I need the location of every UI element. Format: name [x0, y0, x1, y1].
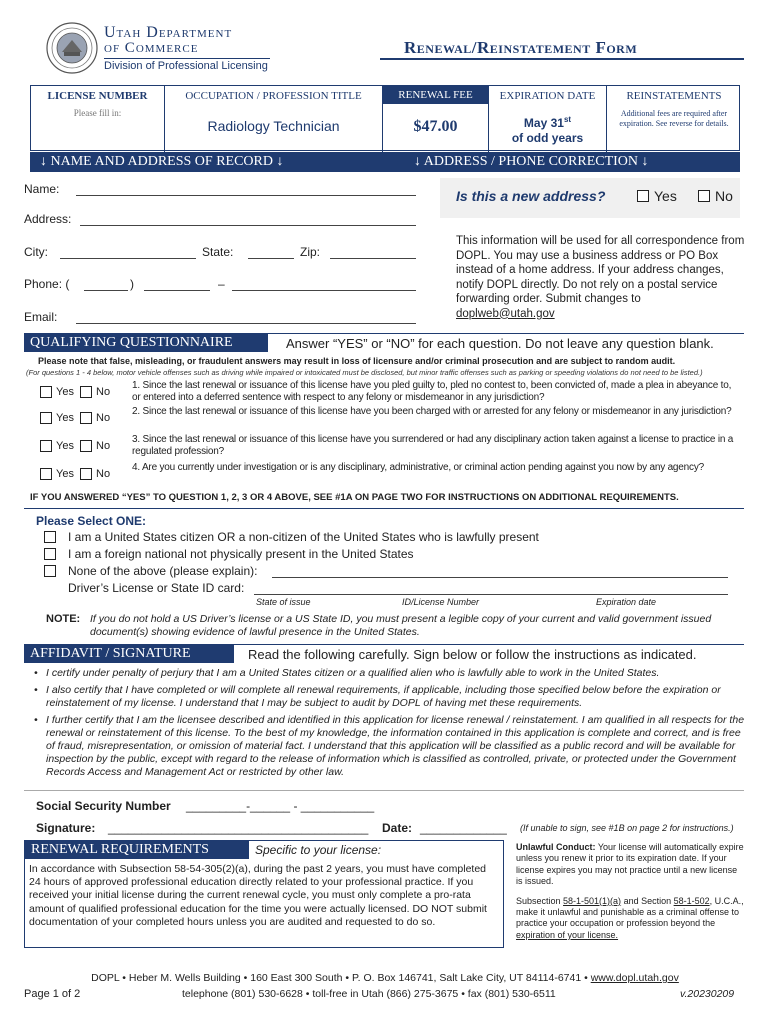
- new-address-no-label: No: [715, 188, 733, 204]
- form-version: v.20230209: [680, 988, 735, 1000]
- page-number: Page 1 of 2: [24, 988, 81, 1000]
- reinstatement-note: Additional fees are required after expiration. See reverse for details.: [619, 109, 729, 128]
- record-header-right: ↓ ADDRESS / PHONE CORRECTION ↓: [406, 152, 740, 172]
- citizen-option-3-checkbox[interactable]: [44, 565, 56, 577]
- explain-field[interactable]: [272, 564, 728, 578]
- question-yes-label: Yes: [56, 468, 74, 480]
- zip-field[interactable]: [330, 245, 416, 259]
- question-no-checkbox[interactable]: [80, 468, 92, 480]
- subsection-link-3[interactable]: expiration of your license.: [516, 929, 619, 940]
- city-label: City:: [24, 245, 48, 259]
- email-field[interactable]: [76, 310, 416, 324]
- question-yes-label: Yes: [56, 386, 74, 398]
- new-address-no-checkbox[interactable]: [698, 190, 710, 202]
- address-info-text: This information will be used for all correspondence from DOPL. You may use a business address or PO Box instead of a home address. If your address changes, notify DOPL directly. Do not rely on a postal service forwarding order. Submit changes to doplweb@utah.gov: [456, 235, 745, 320]
- dl-field[interactable]: [254, 581, 728, 595]
- dl-label: Driver’s License or State ID card:: [68, 581, 245, 595]
- unable-sign-note: (If unable to sign, see #1B on page 2 for instructions.): [520, 823, 734, 833]
- question-no-checkbox[interactable]: [80, 412, 92, 424]
- question-text: 4. Are you currently under investigation or is any disciplinary, administrative, or criminal action pending against you now by any agency?: [132, 462, 704, 473]
- question-yes-checkbox[interactable]: [40, 412, 52, 424]
- question-text: 1. Since the last renewal or issuance of this license have you pled guilty to, pled no contest to, been convicted of, made a plea in abeyance to, or entered into a deferred sentence with respect to any felony or misdemeanor in any jurisdiction?: [132, 380, 732, 403]
- citizen-option-2-checkbox[interactable]: [44, 548, 56, 560]
- phone-paren: ): [130, 277, 134, 291]
- question-row: [36, 406, 744, 432]
- affidavit-bullets: • I certify under penalty of perjury that I am a United States citizen or a qualified alien who is lawfully able to work in the United States. • I also certify that I have completed or will complete all renewal requirements, if applicable, including those specified below before the expiration or reinstatement of my license. I understand that I may be subject to audit by DOPL of having met these requirements. • I further certify that I am the licensee described and identified in this application for license renewal / reinstatement. I am qualified in all respects for the renewal or reinstatement of this license. To the best of my knowledge, the information contained in this application is complete and correct, and is free of fraud, misrepresentation, or omission of material fact. I understand that this application will be classified as a public record and will be available for inspection by the public, except with regard to the release of information which is classified as controlled, private, or protected under the Government Records Access and Management Act or restricted by other law.: [34, 667, 745, 778]
- questionnaire-warning: Please note that false, misleading, or fraudulent answers may result in loss of licensure and/or criminal prosecution and are subject to random audit.: [38, 356, 676, 366]
- requirements-subtitle: Specific to your license:: [255, 843, 382, 857]
- city-field[interactable]: [60, 245, 196, 259]
- question-text: 2. Since the last renewal or issuance of this license have you been charged with or arrested for any felony or misdemeanor in any jurisdiction?: [132, 406, 732, 417]
- phone-prefix-field[interactable]: [144, 277, 210, 291]
- footer-address: DOPL • Heber M. Wells Building • 160 East 300 South • P. O. Box 146741, Salt Lake City, UT 84114-6741 • www.dopl.utah.gov: [91, 972, 679, 984]
- citizen-option-3-label: None of the above (please explain):: [68, 564, 258, 578]
- state-label: State:: [202, 245, 234, 259]
- footer-phones: telephone (801) 530-6628 • toll-free in Utah (866) 275-3675 • fax (801) 530-6511: [182, 988, 556, 1000]
- question-text: 3. Since the last renewal or issuance of this license have you surrendered or had any disciplinary action taken against a license to practice in a regulated profession?: [132, 434, 734, 457]
- signature-field[interactable]: _______________________________________: [108, 821, 369, 835]
- new-address-question: Is this a new address?: [456, 188, 606, 204]
- renewal-fee-value: $47.00: [413, 118, 458, 135]
- col-occupation: OCCUPATION / PROFESSION TITLE: [185, 90, 362, 102]
- question-yes-label: Yes: [56, 412, 74, 424]
- question-yes-label: Yes: [56, 440, 74, 452]
- ssn-label: Social Security Number: [36, 799, 171, 813]
- phone-dash: –: [218, 277, 225, 291]
- citizenship-title: Please Select ONE:: [36, 514, 147, 528]
- questionnaire-subnote: (For questions 1 - 4 below, motor vehicle offenses such as driving while impaired or intoxicated must be disclosed, but minor traffic offenses such as parking or speeding violations do not need to be listed.): [26, 368, 703, 377]
- requirements-text: In accordance with Subsection 58-54-305(2)(a), during the past 2 years, you must have completed 24 hours of approved professional education directly related to your professional practice. If you received your initial license during the current renewal cycle, you must only complete a pro-rata amount of qualified professional education for the time you were actually licensed. DO NOT submit documentation of your completed hours unless you are audited and requested to do so.: [29, 863, 487, 928]
- license-table: [30, 85, 740, 151]
- record-header-left: ↓ NAME AND ADDRESS OF RECORD ↓: [30, 152, 406, 172]
- dl-id-caption: ID/License Number: [402, 597, 480, 607]
- name-field[interactable]: [76, 182, 416, 196]
- question-no-checkbox[interactable]: [80, 386, 92, 398]
- requirements-title: RENEWAL REQUIREMENTS: [25, 841, 249, 859]
- col-license-number: LICENSE NUMBER: [47, 90, 148, 102]
- note-label: NOTE:: [46, 613, 81, 625]
- col-reinstatements: REINSTATEMENTS: [626, 90, 722, 102]
- col-expiration: EXPIRATION DATE: [499, 90, 596, 102]
- address-field[interactable]: [80, 212, 416, 226]
- signature-label: Signature:: [36, 821, 96, 835]
- state-seal: [46, 22, 98, 74]
- new-address-yes-label: Yes: [654, 188, 677, 204]
- name-label: Name:: [24, 182, 60, 196]
- division-name: Division of Professional Licensing: [104, 60, 268, 72]
- new-address-yes-checkbox[interactable]: [637, 190, 649, 202]
- questionnaire-footer: IF YOU ANSWERED “YES” TO QUESTION 1, 2, 3 OR 4 ABOVE, SEE #1A ON PAGE TWO FOR INSTRUCTIONS ON ADDITIONAL REQUIREMENTS.: [30, 492, 679, 503]
- expiration-value: May 31st of odd years: [511, 115, 584, 145]
- subsection-link-1[interactable]: 58-1-501(1)(a): [563, 895, 622, 906]
- questionnaire-instruction: Answer “YES” or “NO” for each question. Do not leave any question blank.: [286, 336, 714, 351]
- question-yes-checkbox[interactable]: [40, 468, 52, 480]
- question-no-label: No: [96, 440, 111, 452]
- zip-label: Zip:: [300, 245, 321, 259]
- agency-line-2: of Commerce: [104, 40, 199, 56]
- citizen-option-1-checkbox[interactable]: [44, 531, 56, 543]
- dl-state-caption: State of issue: [256, 597, 311, 607]
- date-label: Date:: [382, 821, 413, 835]
- dopl-website-link[interactable]: www.dopl.utah.gov: [590, 972, 679, 984]
- phone-label: Phone: (: [24, 277, 70, 291]
- question-no-checkbox[interactable]: [80, 440, 92, 452]
- phone-number-field[interactable]: [232, 277, 416, 291]
- address-label: Address:: [24, 212, 72, 226]
- question-no-label: No: [96, 386, 111, 398]
- date-field[interactable]: _____________: [420, 821, 507, 835]
- affidavit-title: AFFIDAVIT / SIGNATURE: [24, 645, 234, 663]
- question-row: [36, 380, 744, 406]
- question-yes-checkbox[interactable]: [40, 440, 52, 452]
- form-title: Renewal/Reinstatement Form: [404, 38, 638, 57]
- agency-line-1: Utah Department: [104, 24, 233, 41]
- dopl-email-link[interactable]: doplweb@utah.gov: [456, 307, 555, 320]
- phone-area-field[interactable]: [84, 277, 128, 291]
- question-row: [36, 462, 744, 488]
- question-no-label: No: [96, 468, 111, 480]
- license-number-field[interactable]: Please fill in:: [73, 108, 122, 118]
- unlawful-conduct: Unlawful Conduct: Your license will automatically expire unless you renew it prior to its expiration date. If your license expires you may not practice until a new license is issued. Subsection 58-1-501(1)(a) and Section 58-1-502, U.C.A., make it unlawful and punishable as a criminal offense to practice your occupation or profession beyond the expiration of your license.: [516, 842, 744, 940]
- citizen-option-2-label: I am a foreign national not physically present in the United States: [68, 547, 414, 561]
- citizen-option-1-label: I am a United States citizen OR a non-citizen of the United States who is lawfully present: [68, 530, 539, 544]
- dl-expiration-caption: Expiration date: [596, 597, 657, 607]
- question-yes-checkbox[interactable]: [40, 386, 52, 398]
- question-no-label: No: [96, 412, 111, 424]
- occupation-value: Radiology Technician: [207, 118, 340, 134]
- question-row: [36, 434, 744, 460]
- affidavit-instruction: Read the following carefully. Sign below or follow the instructions as indicated.: [248, 647, 697, 662]
- state-field[interactable]: [248, 245, 294, 259]
- requirements-box: [24, 840, 504, 948]
- ssn-field[interactable]: _________-______ - ___________: [186, 799, 375, 813]
- email-label: Email:: [24, 310, 58, 324]
- questionnaire-title: QUALIFYING QUESTIONNAIRE: [24, 334, 268, 352]
- note-text: If you do not hold a US Driver’s license or a US State ID, you must present a legible copy of your current and valid government issued document(s) showing evidence of lawful presence in the United States.: [90, 613, 712, 638]
- subsection-link-2[interactable]: 58-1-502: [673, 895, 710, 906]
- col-renewal-fee: RENEWAL FEE: [383, 86, 488, 104]
